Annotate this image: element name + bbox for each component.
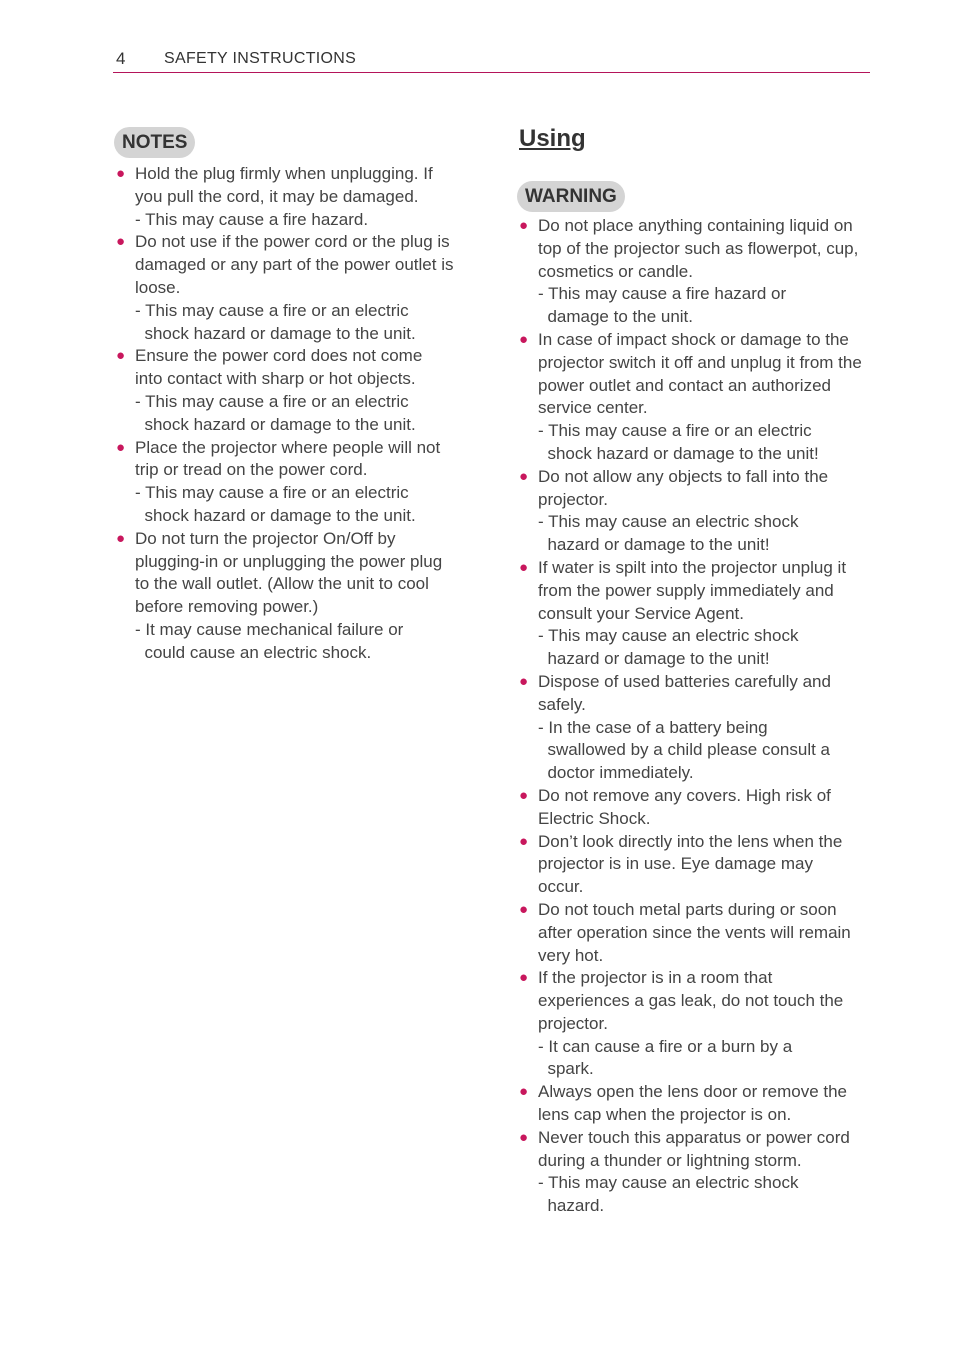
bullet-icon: ● <box>116 233 126 251</box>
bullet-icon: ● <box>519 330 529 348</box>
bullet-icon: ● <box>519 672 529 690</box>
item-text: Do not remove any covers. High risk of Electric Shock. <box>538 785 831 828</box>
list-item <box>517 671 862 785</box>
list-item <box>114 528 454 665</box>
item-note: - This may cause a fire or an electric shock hazard or damage to the unit. <box>135 483 416 525</box>
bullet-icon: ● <box>519 1128 529 1146</box>
item-note: - It can cause a fire or a burn by a spark. <box>538 1036 793 1079</box>
bullet-icon: ● <box>519 558 529 576</box>
notes-list <box>114 163 454 665</box>
item-text: Do not allow any objects to fall into the projector. <box>538 466 829 509</box>
list-item <box>517 1081 862 1127</box>
using-heading: Using <box>519 125 586 152</box>
page-number: 4 <box>116 49 126 68</box>
item-note: - This may cause an electric shock hazard or damage to the unit! <box>538 512 799 555</box>
item-text: Hold the plug firmly when unplugging. If you pull the cord, it may be damaged. <box>135 164 433 206</box>
page-header <box>113 48 870 73</box>
bullet-icon: ● <box>519 217 529 234</box>
list-item <box>517 329 862 466</box>
bullet-icon: ● <box>519 786 529 804</box>
item-text: Do not place anything containing liquid on top of the projector such as flowerpot, cup, cosmetics or candle. <box>538 216 859 281</box>
bullet-icon: ● <box>519 969 529 987</box>
item-note: - This may cause a fire hazard. <box>135 209 369 229</box>
item-text: In case of impact shock or damage to the projector switch it off and unplug it from the power outlet and contact an authorized service center. <box>538 329 862 418</box>
warning-badge: WARNING <box>517 181 625 212</box>
item-note: - This may cause a fire or an electric shock hazard or damage to the unit. <box>135 300 416 343</box>
bullet-icon: ● <box>519 467 529 485</box>
list-item <box>114 231 454 345</box>
item-note: - This may cause an electric shock hazard or damage to the unit! <box>538 626 799 669</box>
item-text: Place the projector where people will not trip or tread on the power cord. <box>135 437 441 480</box>
item-text: Do not use if the power cord or the plug is damaged or any part of the power outlet is loose. <box>135 232 454 297</box>
list-item <box>517 967 862 1081</box>
list-item <box>517 466 862 557</box>
item-text: Never touch this apparatus or power cord during a thunder or lightning storm. <box>538 1127 850 1170</box>
using-column <box>517 124 862 1218</box>
bullet-icon: ● <box>519 900 529 918</box>
notes-badge: NOTES <box>114 127 195 158</box>
item-text: If water is spilt into the projector unplug it from the power supply immediately and consult your Service Agent. <box>538 557 847 623</box>
bullet-icon: ● <box>116 347 126 365</box>
bullet-icon: ● <box>116 165 126 182</box>
item-text: Always open the lens door or remove the lens cap when the projector is on. <box>538 1082 848 1125</box>
list-item <box>517 785 862 831</box>
item-note: - This may cause an electric shock hazard. <box>538 1173 799 1216</box>
item-text: Dispose of used batteries carefully and safely. <box>538 671 831 714</box>
list-item <box>114 163 454 231</box>
list-item <box>517 215 862 329</box>
item-note: - It may cause mechanical failure or could cause an electric shock. <box>135 619 404 662</box>
bullet-icon: ● <box>519 832 529 850</box>
bullet-icon: ● <box>116 438 126 456</box>
item-text: If the projector is in a room that experiences a gas leak, do not touch the projector. <box>538 968 844 1033</box>
item-note: - This may cause a fire hazard or damage to the unit. <box>538 284 787 327</box>
item-note: - This may cause a fire or an electric shock hazard or damage to the unit! <box>538 421 819 463</box>
list-item <box>517 1127 862 1218</box>
list-item <box>517 899 862 967</box>
list-item <box>517 831 862 899</box>
item-text: Do not turn the projector On/Off by plugging-in or unplugging the power plug to the wall outlet. (Allow the unit to cool before removing power.) <box>135 528 443 617</box>
section-title: SAFETY INSTRUCTIONS <box>164 50 357 67</box>
bullet-icon: ● <box>519 1083 529 1101</box>
list-item <box>114 437 454 528</box>
item-text: Ensure the power cord does not come into contact with sharp or hot objects. <box>135 346 423 389</box>
item-note: - In the case of a battery being swallowed by a child please consult a doctor immediately. <box>538 717 831 783</box>
item-text: Do not touch metal parts during or soon after operation since the vents will remain very hot. <box>538 899 851 965</box>
item-note: - This may cause a fire or an electric shock hazard or damage to the unit. <box>135 391 416 434</box>
warning-list <box>517 215 862 1218</box>
item-text: Don’t look directly into the lens when the projector is in use. Eye damage may occur. <box>538 831 843 897</box>
list-item <box>114 345 454 436</box>
notes-column <box>114 127 454 665</box>
list-item <box>517 557 862 671</box>
bullet-icon: ● <box>116 529 126 547</box>
